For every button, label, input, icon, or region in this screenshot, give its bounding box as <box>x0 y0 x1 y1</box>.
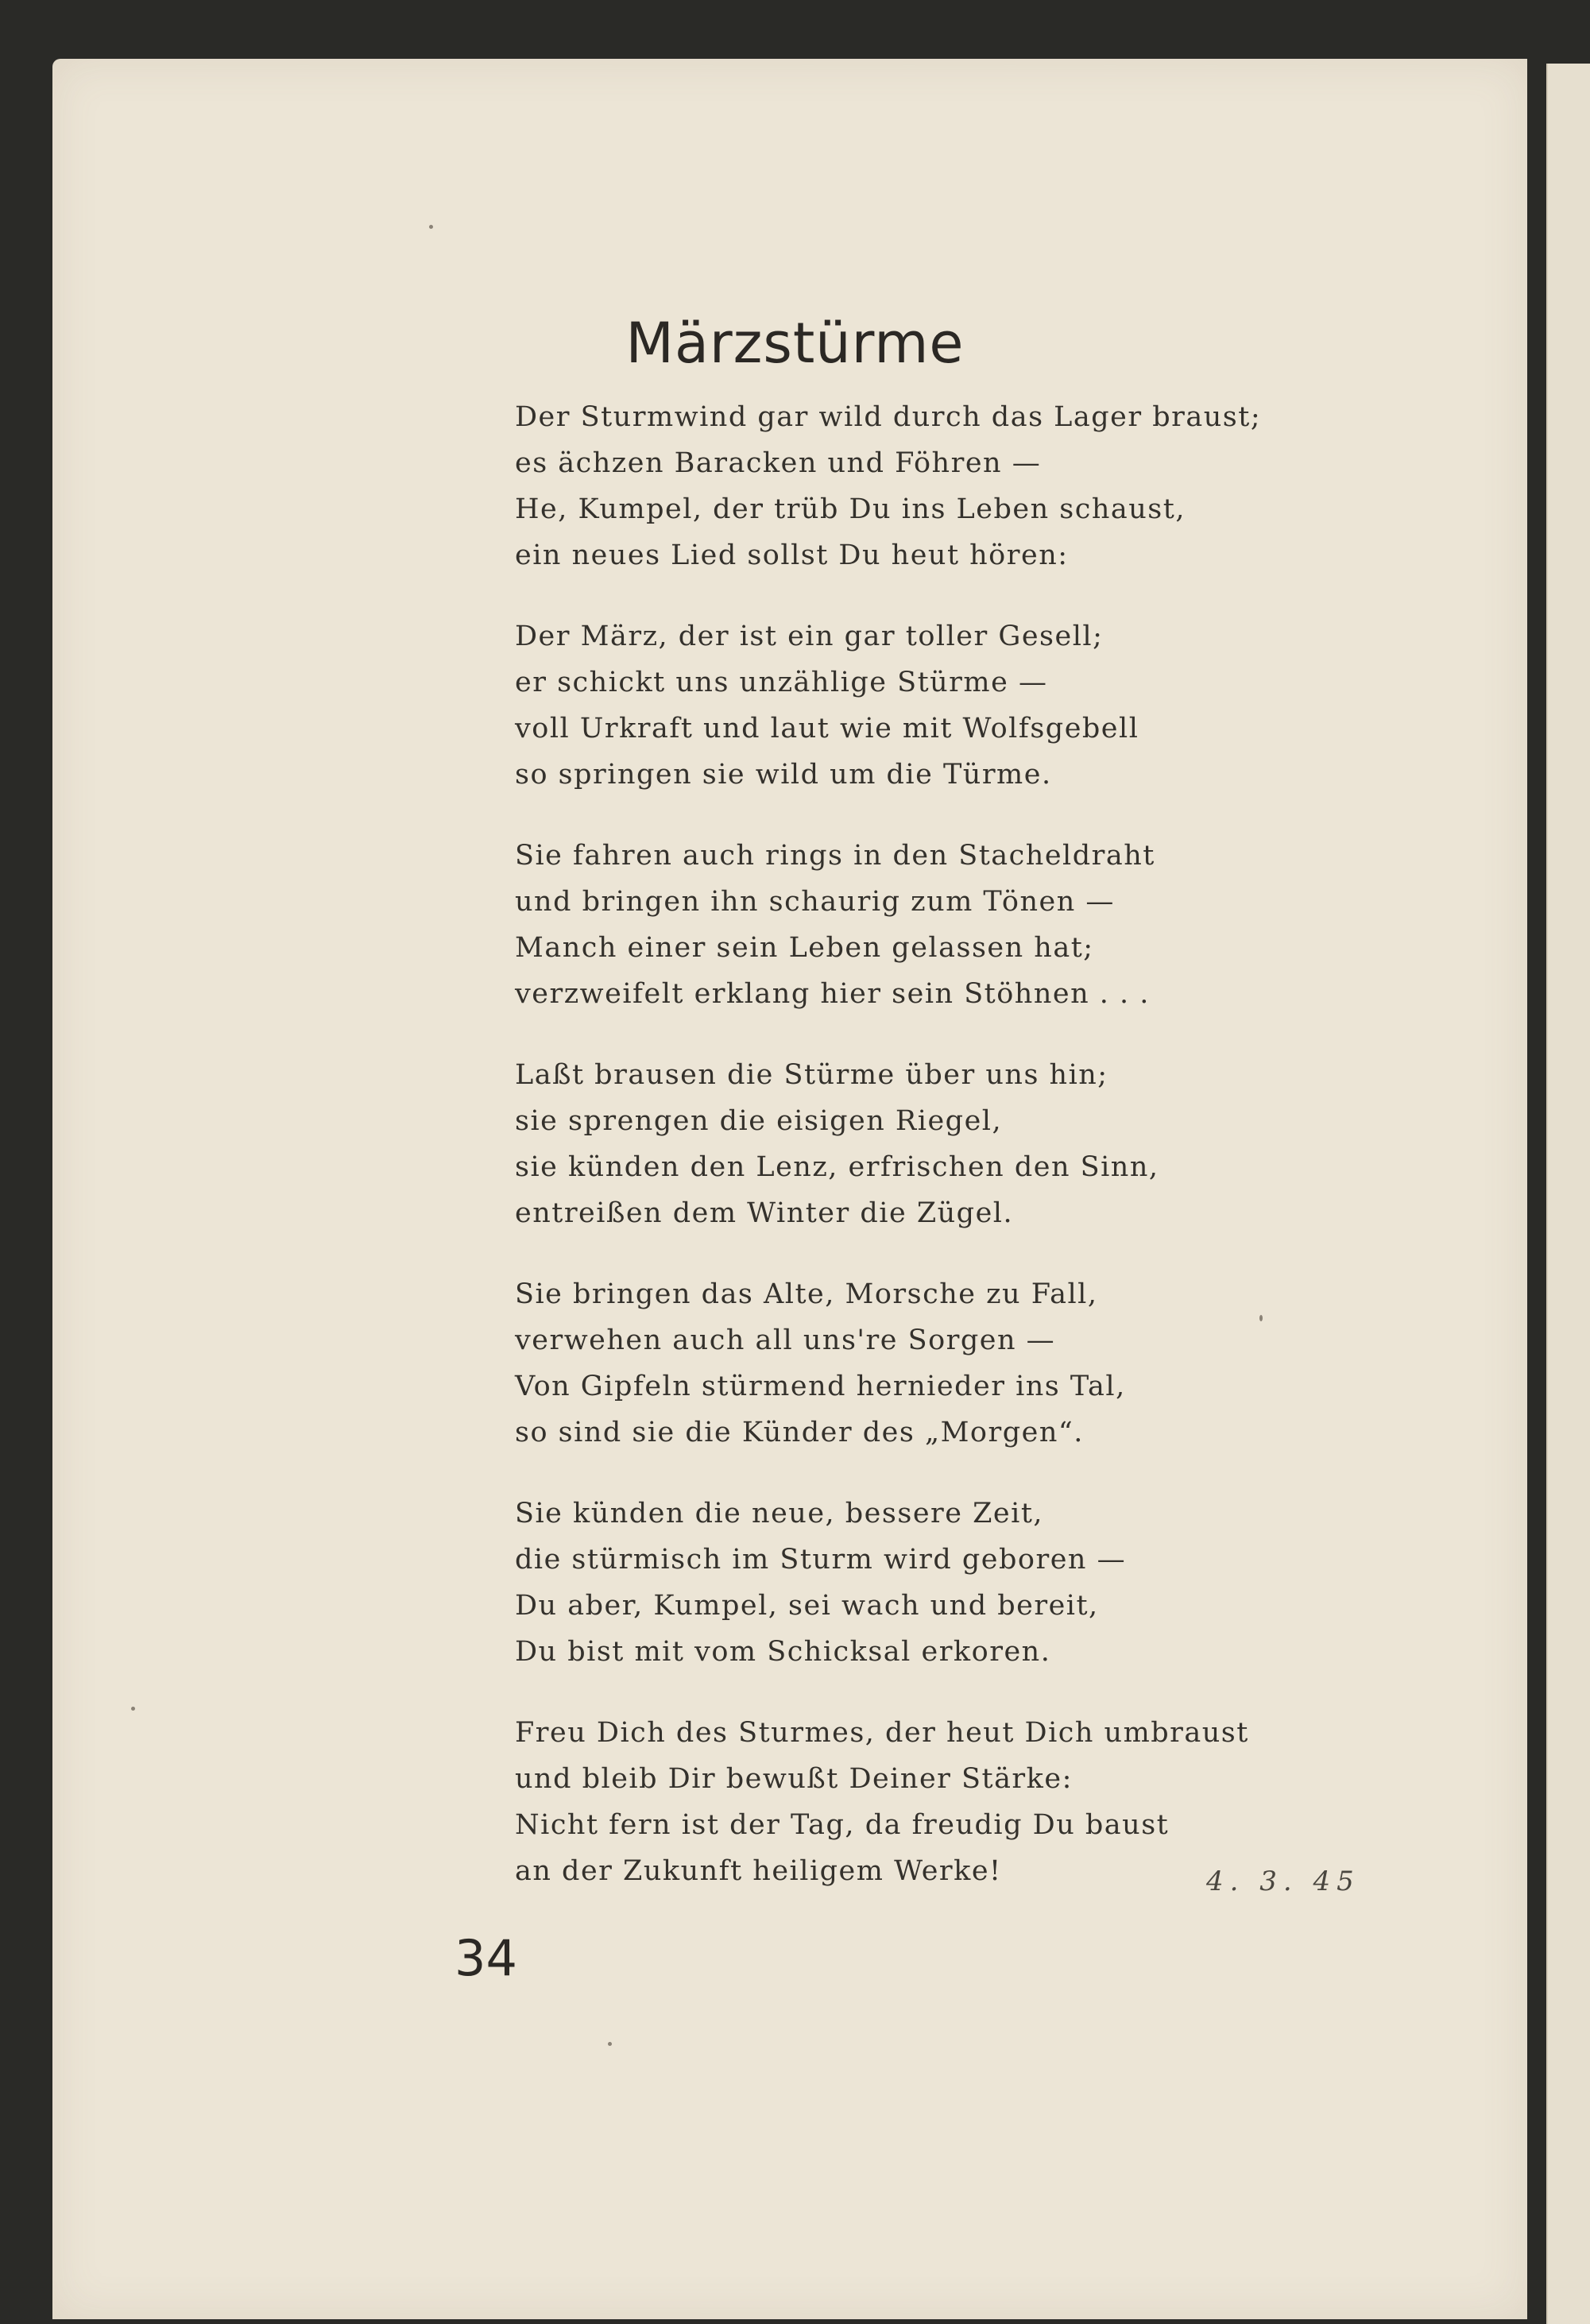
poem-line: He, Kumpel, der trüb Du ins Leben schaust, <box>515 493 1186 525</box>
stanza <box>515 1491 1429 1675</box>
poem-line: Du bist mit vom Schicksal erkoren. <box>515 1636 1051 1668</box>
poem-line: verzweifelt erklang hier sein Stöhnen . . . <box>515 978 1150 1010</box>
paper-speck <box>429 225 433 229</box>
poem-line: Du aber, Kumpel, sei wach und bereit, <box>515 1590 1099 1622</box>
poem-body <box>515 394 1429 1929</box>
poem-line: entreißen dem Winter die Zügel. <box>515 1197 1014 1229</box>
stanza <box>515 394 1429 578</box>
poem-line: Nicht fern ist der Tag, da freudig Du baust <box>515 1809 1170 1841</box>
poem-line: ein neues Lied sollst Du heut hören: <box>515 539 1069 571</box>
poem-line: sie künden den Lenz, erfrischen den Sinn, <box>515 1151 1159 1183</box>
poem-line: so sind sie die Künder des „Morgen“. <box>515 1417 1084 1448</box>
paper-speck <box>608 2042 612 2046</box>
poem-line: und bringen ihn schaurig zum Tönen — <box>515 886 1115 918</box>
poem-line: Der März, der ist ein gar toller Gesell; <box>515 621 1104 652</box>
paper-speck <box>131 1707 135 1711</box>
poem-line: sie sprengen die eisigen Riegel, <box>515 1105 1003 1137</box>
poem-line: Sie bringen das Alte, Morsche zu Fall, <box>515 1278 1098 1310</box>
poem-line: er schickt uns unzählige Stürme — <box>515 667 1048 698</box>
poem-line: Sie künden die neue, bessere Zeit, <box>515 1498 1044 1529</box>
poem-line: Laßt brausen die Stürme über uns hin; <box>515 1059 1108 1091</box>
poem-line: an der Zukunft heiligem Werke! <box>515 1855 1002 1887</box>
poem-line: die stürmisch im Sturm wird geboren — <box>515 1544 1127 1576</box>
poem-title: Märzstürme <box>625 311 965 376</box>
stanza <box>515 1052 1429 1236</box>
poem-line: voll Urkraft und laut wie mit Wolfsgebell <box>515 713 1139 744</box>
stanza <box>515 833 1429 1017</box>
poem-line: Freu Dich des Sturmes, der heut Dich umbraust <box>515 1717 1249 1749</box>
poem-line: Der Sturmwind gar wild durch das Lager braust; <box>515 401 1262 433</box>
poem-line: es ächzen Baracken und Föhren — <box>515 447 1042 479</box>
poem-date: 4. 3. 45 <box>1206 1866 1360 1897</box>
poem-line: verwehen auch all uns're Sorgen — <box>515 1324 1056 1356</box>
stanza <box>515 613 1429 798</box>
poem-line: Sie fahren auch rings in den Stacheldraht <box>515 840 1155 872</box>
page-number: 34 <box>455 1929 517 1987</box>
poem-line: Manch einer sein Leben gelassen hat; <box>515 932 1094 964</box>
poem-line: und bleib Dir bewußt Deiner Stärke: <box>515 1763 1073 1795</box>
stanza <box>515 1271 1429 1456</box>
poem-line: Von Gipfeln stürmend hernieder ins Tal, <box>515 1371 1126 1402</box>
adjacent-page-edge <box>1546 64 1590 2324</box>
poem-line: so springen sie wild um die Türme. <box>515 759 1052 791</box>
